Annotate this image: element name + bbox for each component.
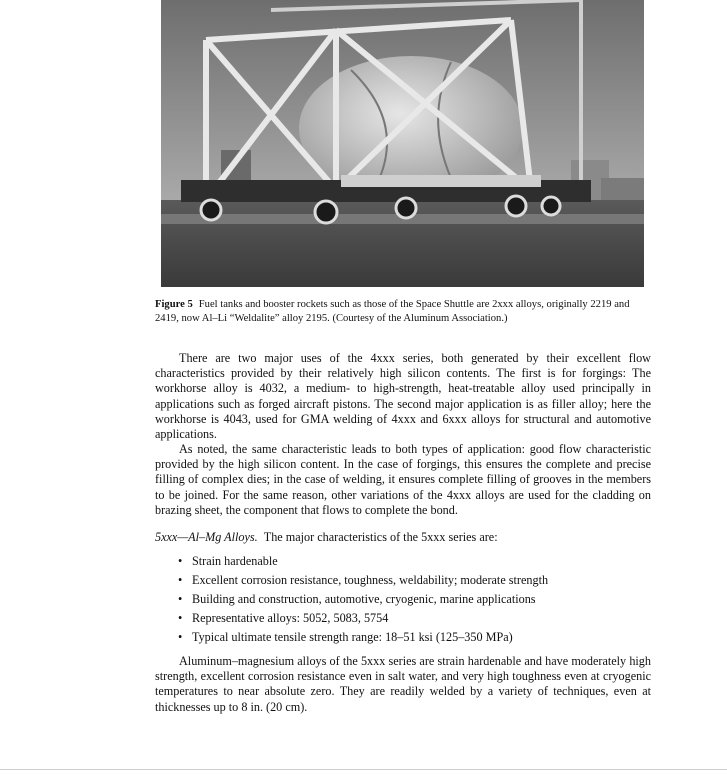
list-item: • Strain hardenable <box>178 553 548 572</box>
page-bottom-divider <box>0 769 727 770</box>
characteristics-list <box>178 553 548 648</box>
figure-caption <box>155 298 651 326</box>
figure-label: Figure 5 <box>155 299 193 310</box>
list-item: • Typical ultimate tensile strength range: 18–51 ksi (125–350 MPa) <box>178 629 548 648</box>
section-heading <box>155 530 651 545</box>
transporter-tank-illustration <box>161 0 644 287</box>
list-item: • Representative alloys: 5052, 5083, 5754 <box>178 610 548 629</box>
figure-photo <box>161 0 644 287</box>
section-title: 5xxx—Al–Mg Alloys. <box>155 530 258 544</box>
list-item: • Excellent corrosion resistance, toughness, weldability; moderate strength <box>178 572 548 591</box>
section-intro: The major characteristics of the 5xxx series are: <box>263 530 498 544</box>
paragraph-4xxx-uses: There are two major uses of the 4xxx series, both generated by their excellent flow characteristics provided by their relatively high silicon contents. The first is for forgings: The workhorse alloy is 4032, a medium- to high-strength, heat-treatable alloy used principally in applications such as forged aircraft pistons. The second major application is as filler alloy; here the workhorse is 4043, used for GMA welding of 4xxx and 6xxx alloys for structural and automotive applications. <box>155 351 651 442</box>
paragraph-5xxx-description: Aluminum–magnesium alloys of the 5xxx series are strain hardenable and have moderately high strength, excellent corrosion resistance even in salt water, and very high toughness even at cryogenic temperatures to near absolute zero. They are readily welded by a variety of techniques, even at thicknesses up to 8 in. (20 cm). <box>155 654 651 714</box>
figure-caption-text: Fuel tanks and booster rockets such as those of the Space Shuttle are 2xxx alloys, originally 2219 and 2419, now Al–Li “Weldalite” alloy 2195. (Courtesy of the Aluminum Association.) <box>155 299 630 324</box>
list-item: • Building and construction, automotive, cryogenic, marine applications <box>178 591 548 610</box>
paragraph-4xxx-flow: As noted, the same characteristic leads to both types of application: good flow characteristic provided by the high silicon content. In the case of forgings, this ensures the complete and precise filling of complex dies; in the case of welding, it ensures complete filling of grooves in the members to be joined. For the same reason, other variations of the 4xxx alloys are used for the cladding on brazing sheet, the component that flows to complete the bond. <box>155 442 651 517</box>
